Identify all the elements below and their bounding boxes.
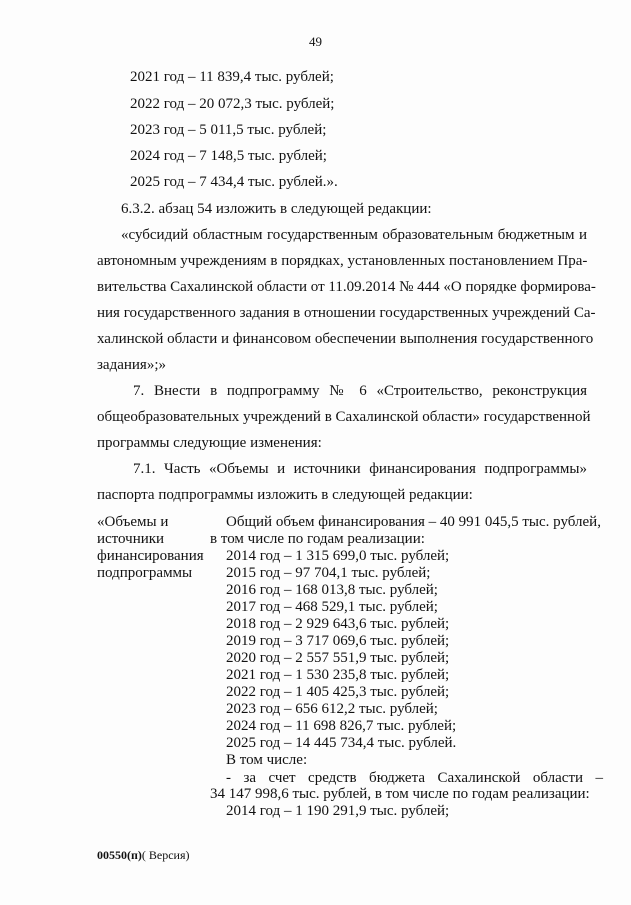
- quote-line-2: автономным учреждениям в порядках, установленных постановлением Пра-: [97, 253, 588, 269]
- table-regional-2014: 2014 год – 1 190 291,9 тыс. рублей;: [226, 803, 450, 819]
- table-year-2015: 2015 год – 97 704,1 тыс. рублей;: [226, 565, 431, 581]
- document-footer-code: [97, 848, 190, 863]
- table-label-line-3: финансирования: [97, 548, 204, 564]
- year-line-2023: 2023 год – 5 011,5 тыс. рублей;: [130, 122, 327, 138]
- table-regional-line-2: 34 147 998,6 тыс. рублей, в том числе по годам реализации:: [210, 786, 590, 802]
- quote-line-1: «субсидий областным государственным образовательным бюджетным и: [121, 227, 587, 243]
- quote-line-3: вительства Сахалинской области от 11.09.2014 № 444 «О порядке формирова-: [97, 279, 596, 295]
- item-7-line-1: 7. Внести в подпрограмму № 6 «Строительство, реконструкция: [133, 383, 587, 399]
- table-regional-line-1: - за счет средств бюджета Сахалинской области –: [226, 770, 603, 786]
- table-year-2025: 2025 год – 14 445 734,4 тыс. рублей.: [226, 735, 457, 751]
- table-year-2024: 2024 год – 11 698 826,7 тыс. рублей;: [226, 718, 457, 734]
- table-label-line-1: «Объемы и: [97, 514, 169, 530]
- quote-line-5: халинской области и финансовом обеспечении выполнения государственного: [97, 331, 594, 347]
- table-total: Общий объем финансирования – 40 991 045,5 тыс. рублей,: [226, 514, 601, 530]
- item-7-1-line-1: 7.1. Часть «Объемы и источники финансирования подпрограммы»: [133, 461, 587, 477]
- page-number: 49: [309, 34, 322, 49]
- table-year-2014: 2014 год – 1 315 699,0 тыс. рублей;: [226, 548, 450, 564]
- item-6-3-2: 6.3.2. абзац 54 изложить в следующей редакции:: [121, 201, 432, 217]
- quote-line-4: ния государственного задания в отношении государственных учреждений Са-: [97, 305, 596, 321]
- year-line-2025: 2025 год – 7 434,4 тыс. рублей.».: [130, 174, 338, 190]
- table-total-sub: в том числе по годам реализации:: [210, 531, 425, 547]
- table-year-2018: 2018 год – 2 929 643,6 тыс. рублей;: [226, 616, 450, 632]
- year-line-2024: 2024 год – 7 148,5 тыс. рублей;: [130, 148, 327, 164]
- table-year-2019: 2019 год – 3 717 069,6 тыс. рублей;: [226, 633, 450, 649]
- document-code: 00550(п): [97, 848, 142, 862]
- item-7-line-2: общеобразовательных учреждений в Сахалинской области» государственной: [97, 409, 591, 425]
- quote-line-6: задания»;»: [97, 357, 166, 373]
- document-version: ( Версия): [141, 848, 190, 862]
- table-label-line-2: источники: [97, 531, 165, 547]
- year-line-2022: 2022 год – 20 072,3 тыс. рублей;: [130, 96, 335, 112]
- table-year-2021: 2021 год – 1 530 235,8 тыс. рублей;: [226, 667, 450, 683]
- year-line-2021: 2021 год – 11 839,4 тыс. рублей;: [130, 69, 334, 85]
- item-7-1-line-2: паспорта подпрограммы изложить в следующей редакции:: [97, 487, 473, 503]
- table-year-2016: 2016 год – 168 013,8 тыс. рублей;: [226, 582, 438, 598]
- table-in-that-number: В том числе:: [226, 752, 308, 768]
- item-7-line-3: программы следующие изменения:: [97, 435, 322, 451]
- table-year-2023: 2023 год – 656 612,2 тыс. рублей;: [226, 701, 438, 717]
- table-year-2020: 2020 год – 2 557 551,9 тыс. рублей;: [226, 650, 450, 666]
- table-year-2017: 2017 год – 468 529,1 тыс. рублей;: [226, 599, 438, 615]
- table-year-2022: 2022 год – 1 405 425,3 тыс. рублей;: [226, 684, 450, 700]
- table-label-line-4: подпрограммы: [97, 565, 193, 581]
